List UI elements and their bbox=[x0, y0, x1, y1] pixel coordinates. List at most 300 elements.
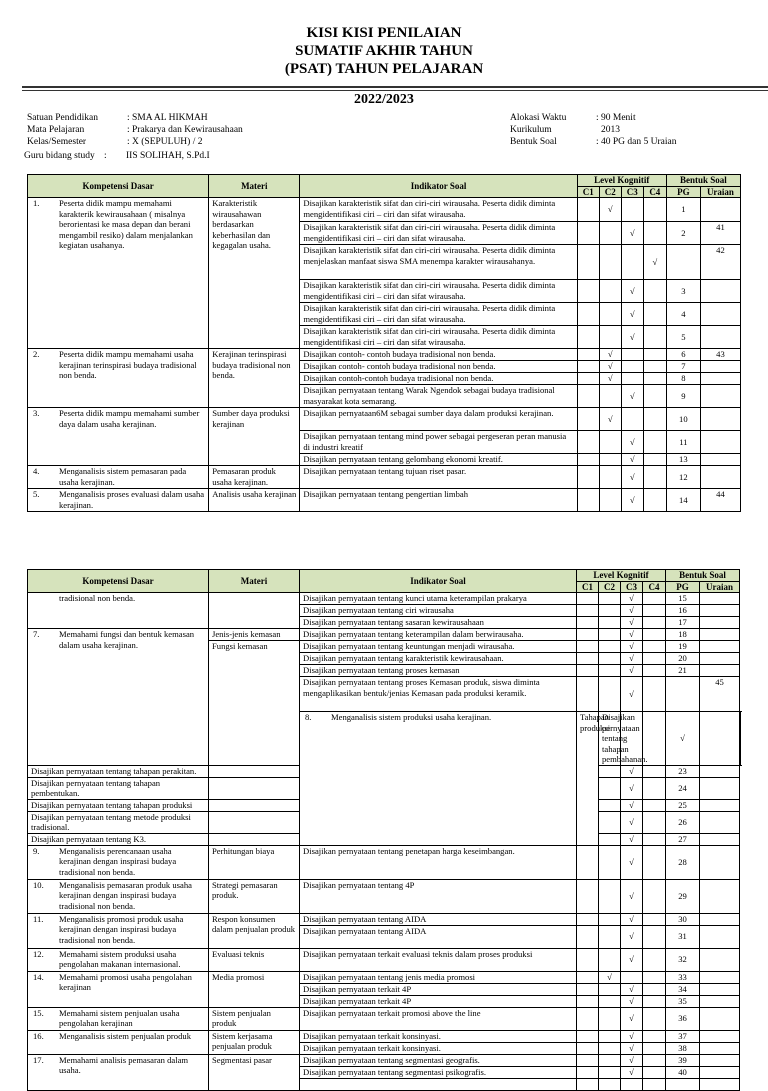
info-label: Kurikulum bbox=[510, 125, 552, 135]
indikator-soal-cell: Disajikan pernyataan tentang segmentasi geografis. bbox=[300, 1054, 577, 1066]
level-c2-cell bbox=[599, 385, 621, 408]
uraian-number-cell bbox=[700, 845, 740, 879]
level-c4-cell bbox=[643, 431, 666, 454]
level-c4-cell bbox=[643, 361, 666, 373]
info-value: : SMA AL HIKMAH bbox=[127, 113, 208, 123]
pg-number-cell: 33 bbox=[666, 971, 700, 983]
level-c4-cell bbox=[643, 879, 666, 913]
materi-cell: Evaluasi teknis bbox=[209, 948, 300, 971]
indikator-soal-cell: Disajikan pernyataan tentang keterampilan dalam berwirausaha. bbox=[300, 629, 577, 641]
materi-cell: Analisis usaha kerajinan bbox=[209, 489, 300, 512]
indikator-soal-cell: Disajikan karakteristik sifat dan ciri-ciri wirausaha. Peserta didik diminta mengidentifikasi ciri – ciri dan sifat wirausaha. bbox=[300, 326, 577, 349]
level-c2-cell bbox=[599, 593, 621, 605]
kd-text: Memahami sistem penjualan usaha pengolahan kerajinan bbox=[59, 1007, 180, 1028]
level-c3-cell: √ bbox=[621, 995, 643, 1007]
kd-text: tradisional non benda. bbox=[59, 593, 136, 603]
level-c4-cell bbox=[643, 454, 666, 466]
level-c4-cell bbox=[643, 641, 666, 653]
uraian-number-cell bbox=[700, 385, 740, 408]
level-c4-cell bbox=[643, 280, 666, 303]
uraian-number-cell bbox=[700, 280, 740, 303]
kd-number: 16. bbox=[33, 1030, 44, 1041]
indikator-soal-cell: Disajikan pernyataan tentang proses kemasan bbox=[300, 665, 577, 677]
level-c1-cell bbox=[577, 653, 599, 665]
table-row bbox=[28, 408, 741, 431]
level-c2-cell bbox=[599, 303, 621, 326]
info-label: Kelas/Semester bbox=[27, 137, 87, 147]
level-c1-cell bbox=[577, 454, 599, 466]
pg-number-cell: 31 bbox=[666, 925, 700, 948]
level-c3-cell: √ bbox=[621, 925, 643, 948]
level-c3-cell bbox=[621, 245, 643, 280]
kd-number: 4. bbox=[33, 466, 40, 476]
uraian-number-cell: 43 bbox=[700, 349, 740, 361]
uraian-number-cell bbox=[700, 811, 740, 833]
kompetensi-dasar-cell bbox=[28, 948, 209, 971]
uraian-number-cell bbox=[700, 799, 740, 811]
header-level-kognitif: Level Kognitif bbox=[577, 570, 666, 582]
kd-text: Memahami sistem produksi usaha pengolahan makanan internasional. bbox=[59, 948, 181, 969]
uraian-number-cell bbox=[700, 765, 740, 777]
info-label: Mata Pelajaran bbox=[27, 125, 85, 135]
level-c4-cell bbox=[643, 385, 666, 408]
level-c4-cell bbox=[643, 222, 666, 245]
indikator-soal-cell: Disajikan pernyataan terkait evaluasi teknis dalam proses produksi bbox=[300, 948, 577, 971]
double-rule-top bbox=[22, 86, 768, 88]
header-c2: C2 bbox=[599, 186, 621, 198]
pg-number-cell: 34 bbox=[666, 983, 700, 995]
level-c2-cell bbox=[599, 454, 621, 466]
level-c3-cell bbox=[621, 361, 643, 373]
level-c4-cell bbox=[643, 971, 666, 983]
pg-number-cell: 7 bbox=[666, 361, 700, 373]
kd-number: 1. bbox=[33, 198, 40, 208]
kd-number: 3. bbox=[33, 408, 40, 418]
pg-number-cell: 21 bbox=[666, 665, 700, 677]
uraian-number-cell bbox=[700, 833, 740, 845]
pg-number-cell: 18 bbox=[666, 629, 700, 641]
pg-number-cell: 11 bbox=[666, 431, 700, 454]
level-c4-cell bbox=[643, 1066, 666, 1078]
uraian-number-cell bbox=[700, 466, 740, 489]
uraian-number-cell bbox=[700, 629, 740, 641]
pg-number-cell: 20 bbox=[666, 653, 700, 665]
indikator-soal-cell: Disajikan pernyataan tentang tahapan perakitan. bbox=[28, 765, 209, 777]
kisi-table-1 bbox=[27, 174, 741, 512]
indikator-soal-cell: Disajikan pernyataan terkait promosi above the line bbox=[300, 1007, 577, 1030]
level-c4-cell bbox=[643, 948, 666, 971]
kd-number: 8. bbox=[305, 712, 312, 722]
header-indikator-soal: Indikator Soal bbox=[300, 175, 577, 198]
kompetensi-dasar-cell bbox=[28, 466, 209, 489]
header-c3: C3 bbox=[621, 186, 643, 198]
indikator-soal-cell: Disajikan pernyataan tentang 4P bbox=[300, 879, 577, 913]
level-c3-cell: √ bbox=[621, 1030, 643, 1042]
pg-number-cell bbox=[666, 1078, 700, 1090]
uraian-number-cell bbox=[700, 617, 740, 629]
header-bentuk-soal: Bentuk Soal bbox=[666, 570, 740, 582]
header-uraian: Uraian bbox=[700, 186, 740, 198]
info-row-kelas bbox=[27, 136, 243, 148]
level-c2-cell bbox=[599, 431, 621, 454]
kd-text: Menganalisis proses evaluasi dalam usaha kerajinan. bbox=[59, 489, 205, 510]
indikator-soal-cell: Disajikan pernyataan tentang metode produksi tradisional. bbox=[28, 811, 209, 833]
level-c2-cell: √ bbox=[599, 971, 621, 983]
info-separator: : bbox=[104, 151, 107, 161]
table-row bbox=[28, 489, 741, 512]
double-rule-bottom bbox=[22, 90, 768, 91]
level-c1-cell bbox=[209, 799, 300, 811]
level-c1-cell bbox=[577, 971, 599, 983]
table-row bbox=[28, 349, 741, 361]
level-c3-cell: √ bbox=[621, 845, 643, 879]
table-row bbox=[28, 948, 741, 971]
level-c4-cell bbox=[643, 617, 666, 629]
kompetensi-dasar-cell bbox=[28, 349, 209, 408]
level-c2-cell bbox=[599, 1078, 621, 1090]
level-c1-cell bbox=[577, 361, 599, 373]
level-c3-cell: √ bbox=[621, 466, 643, 489]
pg-number-cell: 29 bbox=[666, 879, 700, 913]
materi-cell bbox=[209, 593, 300, 629]
uraian-number-cell bbox=[700, 641, 740, 653]
level-c1-cell bbox=[577, 665, 599, 677]
indikator-soal-cell: Disajikan pernyataan tentang tahapan produksi bbox=[28, 799, 209, 811]
materi-cell: Sistem kerjasama penjualan produk bbox=[209, 1030, 300, 1054]
kd-text: Memahami analisis pemasaran dalam usaha. bbox=[59, 1054, 189, 1075]
indikator-soal-cell: Disajikan pernyataan tentang tujuan riset pasar. bbox=[300, 466, 577, 489]
level-c4-cell bbox=[643, 1007, 666, 1030]
level-c1-cell bbox=[577, 1078, 599, 1090]
level-c3-cell: √ bbox=[621, 913, 643, 925]
pg-number-cell: 28 bbox=[666, 845, 700, 879]
pg-number-cell: 12 bbox=[666, 466, 700, 489]
kd-number: 11. bbox=[33, 913, 44, 924]
info-row-satuan bbox=[27, 112, 243, 124]
materi-cell: Sumber daya produksi kerajinan bbox=[209, 408, 300, 466]
kd-number bbox=[31, 593, 53, 604]
pg-number-cell bbox=[666, 245, 700, 280]
uraian-number-cell: 44 bbox=[700, 489, 740, 512]
level-c3-cell: √ bbox=[666, 712, 700, 766]
indikator-soal-cell: Disajikan pernyataan terkait 4P bbox=[300, 995, 577, 1007]
pg-number-cell: 26 bbox=[666, 811, 700, 833]
indikator-soal-cell: Disajikan pernyataan tentang ciri wirausaha bbox=[300, 605, 577, 617]
kd-number: 15. bbox=[33, 1007, 44, 1018]
info-left bbox=[27, 112, 243, 148]
kd-number: 12. bbox=[33, 948, 44, 959]
level-c3-cell: √ bbox=[621, 653, 643, 665]
kd-text: Menganalisis sistem produksi usaha kerajinan. bbox=[331, 712, 492, 722]
info-value: : X (SEPULUH) / 2 bbox=[127, 137, 203, 147]
info-right bbox=[510, 112, 676, 148]
level-c4-cell bbox=[643, 605, 666, 617]
table-row bbox=[28, 879, 741, 913]
pg-number-cell: 9 bbox=[666, 385, 700, 408]
pg-number-cell: 4 bbox=[666, 303, 700, 326]
materi-cell: Fungsi kemasan bbox=[209, 641, 300, 766]
level-c2-cell bbox=[599, 617, 621, 629]
indikator-soal-cell: Disajikan pernyataan tentang Warak Ngendok sebagai budaya tradisional masyarakat kota semarang. bbox=[300, 385, 577, 408]
info-value: : Prakarya dan Kewirausahaan bbox=[127, 125, 243, 135]
pg-number-cell: 5 bbox=[666, 326, 700, 349]
pg-number-cell: 30 bbox=[666, 913, 700, 925]
header-materi: Materi bbox=[209, 570, 300, 593]
level-c3-cell: √ bbox=[621, 593, 643, 605]
materi-cell: Jenis-jenis kemasan bbox=[209, 629, 300, 641]
uraian-number-cell: 41 bbox=[700, 222, 740, 245]
pg-number-cell: 24 bbox=[666, 777, 700, 799]
kd-text: Memahami promosi usaha pengolahan kerajinan bbox=[59, 971, 192, 992]
level-c2-cell bbox=[599, 1066, 621, 1078]
level-c3-cell: √ bbox=[621, 222, 643, 245]
level-c4-cell bbox=[643, 677, 666, 712]
header-bentuk-soal: Bentuk Soal bbox=[666, 175, 740, 187]
indikator-soal-cell: Disajikan pernyataan tentang kunci utama keterampilan prakarya bbox=[300, 593, 577, 605]
table-row bbox=[28, 1030, 741, 1042]
level-c1-cell bbox=[209, 777, 300, 799]
indikator-soal-cell: Disajikan pernyataan terkait 4P bbox=[300, 983, 577, 995]
info-row-bentuk bbox=[510, 136, 676, 148]
level-c4-cell bbox=[643, 326, 666, 349]
level-c3-cell: √ bbox=[621, 489, 643, 512]
kompetensi-dasar-cell bbox=[28, 489, 209, 512]
info-value: IIS SOLIHAH, S.Pd.I bbox=[126, 151, 210, 161]
kompetensi-dasar-cell bbox=[28, 1030, 209, 1054]
materi-cell: Media promosi bbox=[209, 971, 300, 1007]
level-c3-cell: √ bbox=[621, 385, 643, 408]
title-line-1: KISI KISI PENILAIAN bbox=[306, 25, 462, 41]
level-c1-cell bbox=[577, 677, 599, 712]
table-row bbox=[28, 845, 741, 879]
level-c3-cell bbox=[621, 349, 643, 361]
level-c2-cell bbox=[599, 765, 621, 777]
level-c2-cell: √ bbox=[599, 361, 621, 373]
header-c1: C1 bbox=[577, 186, 599, 198]
level-c3-cell: √ bbox=[621, 617, 643, 629]
level-c1-cell bbox=[577, 489, 599, 512]
uraian-number-cell bbox=[700, 373, 740, 385]
pg-number-cell: 36 bbox=[666, 1007, 700, 1030]
level-c1-cell bbox=[209, 811, 300, 833]
indikator-soal-cell: Disajikan pernyataan terkait konsinyasi. bbox=[300, 1042, 577, 1054]
level-c4-cell bbox=[643, 995, 666, 1007]
level-c1-cell bbox=[577, 466, 599, 489]
header-c4: C4 bbox=[643, 186, 666, 198]
indikator-soal-cell: Disajikan pernyataan tentang sasaran kewirausahaan bbox=[300, 617, 577, 629]
level-c3-cell: √ bbox=[621, 1066, 643, 1078]
kisi-table-2 bbox=[27, 569, 741, 1091]
header-pg: PG bbox=[666, 186, 700, 198]
table-row bbox=[28, 198, 741, 222]
level-c2-cell bbox=[599, 653, 621, 665]
info-row-alokasi bbox=[510, 112, 676, 124]
kompetensi-dasar-cell bbox=[28, 1007, 209, 1030]
level-c4-cell bbox=[643, 983, 666, 995]
level-c3-cell: √ bbox=[621, 983, 643, 995]
level-c4-cell bbox=[643, 198, 666, 222]
uraian-number-cell bbox=[700, 913, 740, 925]
materi-cell: Perhitungan biaya bbox=[209, 845, 300, 879]
uraian-number-cell bbox=[700, 1066, 740, 1078]
indikator-soal-cell: Disajikan karakteristik sifat dan ciri-ciri wirausaha. Peserta didik diminta mengidentifikasi ciri – ciri dan sifat wirausaha. bbox=[300, 303, 577, 326]
info-label: Guru bidang study bbox=[24, 151, 95, 161]
level-c1-cell bbox=[577, 593, 599, 605]
kompetensi-dasar-cell bbox=[28, 593, 209, 629]
header-c1: C1 bbox=[577, 581, 599, 593]
level-c1-cell bbox=[577, 879, 599, 913]
header-level-kognitif: Level Kognitif bbox=[577, 175, 666, 187]
pg-number-cell: 8 bbox=[666, 373, 700, 385]
pg-number-cell: 17 bbox=[666, 617, 700, 629]
level-c2-cell bbox=[599, 280, 621, 303]
level-c2-cell bbox=[599, 799, 621, 811]
info-value: 2013 bbox=[601, 125, 620, 135]
indikator-soal-cell: Disajikan pernyataan6M sebagai sumber daya dalam produksi kerajinan. bbox=[300, 408, 577, 431]
level-c4-cell bbox=[643, 373, 666, 385]
uraian-number-cell bbox=[700, 454, 740, 466]
level-c2-cell bbox=[599, 489, 621, 512]
materi-cell: Strategi pemasaran produk. bbox=[209, 879, 300, 913]
level-c4-cell bbox=[643, 303, 666, 326]
uraian-number-cell bbox=[700, 653, 740, 665]
uraian-number-cell bbox=[700, 605, 740, 617]
kd-number: 5. bbox=[33, 489, 40, 499]
level-c2-cell bbox=[599, 677, 621, 712]
indikator-soal-cell bbox=[300, 1078, 577, 1090]
pg-number-cell: 38 bbox=[666, 1042, 700, 1054]
level-c2-cell bbox=[599, 641, 621, 653]
pg-number-cell: 19 bbox=[666, 641, 700, 653]
indikator-soal-cell: Disajikan karakteristik sifat dan ciri-ciri wirausaha. Peserta didik diminta mengidentifikasi ciri – ciri dan sifat wirausaha. bbox=[300, 280, 577, 303]
document-title bbox=[0, 24, 768, 78]
level-c4-cell bbox=[643, 1030, 666, 1042]
level-c3-cell: √ bbox=[621, 811, 643, 833]
level-c1-cell bbox=[577, 1066, 599, 1078]
level-c3-cell: √ bbox=[621, 303, 643, 326]
level-c3-cell: √ bbox=[621, 454, 643, 466]
level-c2-cell bbox=[599, 605, 621, 617]
kompetensi-dasar-cell bbox=[28, 971, 209, 1007]
table-row bbox=[28, 593, 741, 605]
uraian-number-cell bbox=[700, 593, 740, 605]
level-c1-cell bbox=[577, 431, 599, 454]
indikator-soal-cell: Disajikan pernyataan tentang AIDA bbox=[300, 913, 577, 925]
table-row bbox=[28, 629, 741, 641]
level-c2-cell bbox=[599, 245, 621, 280]
materi-cell: Kerajinan terinspirasi budaya tradisional non benda. bbox=[209, 349, 300, 408]
level-c1-cell bbox=[577, 222, 599, 245]
level-c2-cell bbox=[599, 925, 621, 948]
level-c3-cell: √ bbox=[621, 641, 643, 653]
info-row-mapel bbox=[27, 124, 243, 136]
materi-cell: Tahapan produksi bbox=[577, 712, 599, 846]
indikator-soal-cell: Disajikan karakteristik sifat dan ciri-ciri wirausaha. Peserta didik diminta menjelaskan manfaat siswa SMA menempa karakter wirausahanya. bbox=[300, 245, 577, 280]
level-c4-cell: √ bbox=[643, 245, 666, 280]
level-c2-cell bbox=[599, 983, 621, 995]
header-indikator-soal: Indikator Soal bbox=[300, 570, 577, 593]
header-uraian: Uraian bbox=[700, 581, 740, 593]
table-row bbox=[28, 913, 741, 925]
header-kompetensi-dasar: Kompetensi Dasar bbox=[28, 175, 209, 198]
uraian-number-cell: 45 bbox=[700, 677, 740, 712]
academic-year: 2022/2023 bbox=[354, 92, 414, 107]
uraian-number-cell bbox=[700, 303, 740, 326]
level-c4-cell bbox=[643, 593, 666, 605]
level-c2-cell bbox=[599, 845, 621, 879]
level-c3-cell bbox=[621, 408, 643, 431]
level-c3-cell: √ bbox=[621, 1042, 643, 1054]
level-c4-cell bbox=[643, 811, 666, 833]
level-c1-cell bbox=[577, 641, 599, 653]
kompetensi-dasar-cell bbox=[28, 1054, 209, 1090]
kd-text: Peserta didik mampu memahami usaha kerajinan terinspirasi budaya tradisional non benda. bbox=[59, 349, 197, 380]
header-c3: C3 bbox=[621, 581, 643, 593]
level-c2-cell bbox=[599, 629, 621, 641]
uraian-number-cell bbox=[700, 971, 740, 983]
level-c3-cell: √ bbox=[621, 879, 643, 913]
kd-text: Menganalisis promosi produk usaha kerajinan dengan inspirasi budaya tradisional non benda. bbox=[59, 913, 184, 945]
level-c4-cell bbox=[643, 1042, 666, 1054]
level-c4-cell bbox=[643, 489, 666, 512]
pg-number-cell: 16 bbox=[666, 605, 700, 617]
indikator-soal-cell: Disajikan pernyataan tentang tahapan pembahanan. bbox=[599, 712, 621, 766]
pg-number-cell: 1 bbox=[666, 198, 700, 222]
uraian-number-cell bbox=[700, 925, 740, 948]
pg-number-cell: 15 bbox=[666, 593, 700, 605]
kd-number: 17. bbox=[33, 1054, 44, 1065]
level-c4-cell bbox=[643, 1078, 666, 1090]
level-c4-cell bbox=[643, 765, 666, 777]
level-c3-cell: √ bbox=[621, 629, 643, 641]
kompetensi-dasar-cell bbox=[28, 198, 209, 349]
level-c3-cell: √ bbox=[621, 665, 643, 677]
indikator-soal-cell: Disajikan contoh- contoh budaya tradisional non benda. bbox=[300, 361, 577, 373]
level-c2-cell bbox=[599, 833, 621, 845]
uraian-number-cell bbox=[700, 983, 740, 995]
kd-text: Menganalisis pemasaran produk usaha kerajinan dengan inspirasi budaya tradisional non benda. bbox=[59, 879, 192, 911]
uraian-number-cell bbox=[700, 1007, 740, 1030]
kd-number: 7. bbox=[33, 629, 40, 639]
level-c4-cell bbox=[643, 1054, 666, 1066]
level-c1-cell bbox=[577, 913, 599, 925]
level-c2-cell bbox=[599, 1042, 621, 1054]
indikator-soal-cell: Disajikan pernyataan tentang keuntungan menjadi wirausaha. bbox=[300, 641, 577, 653]
level-c3-cell: √ bbox=[621, 1007, 643, 1030]
kd-number: 2. bbox=[33, 349, 40, 359]
uraian-number-cell bbox=[700, 1054, 740, 1066]
level-c3-cell: √ bbox=[621, 280, 643, 303]
info-guru bbox=[24, 150, 210, 162]
pg-number-cell: 35 bbox=[666, 995, 700, 1007]
indikator-soal-cell: Disajikan contoh-contoh budaya tradisional non benda. bbox=[300, 373, 577, 385]
level-c2-cell bbox=[599, 995, 621, 1007]
level-c3-cell bbox=[621, 373, 643, 385]
level-c2-cell bbox=[599, 879, 621, 913]
level-c2-cell: √ bbox=[599, 349, 621, 361]
level-c2-cell bbox=[599, 326, 621, 349]
kd-text: Menganalisis perencanaan usaha kerajinan dengan inspirasi budaya tradisional non benda. bbox=[59, 845, 177, 877]
pg-number-cell: 3 bbox=[666, 280, 700, 303]
kompetensi-dasar-cell bbox=[28, 629, 209, 766]
materi-cell: Sistem penjualan produk bbox=[209, 1007, 300, 1030]
kd-text: Peserta didik mampu memahami karakterik kewirausahaan ( misalnya berorientasi ke masa depan dan berani mengambil resiko) dalam menjalankan kegiatan usahanya. bbox=[59, 198, 193, 250]
level-c3-cell: √ bbox=[621, 431, 643, 454]
level-c2-cell bbox=[599, 913, 621, 925]
materi-cell: Segmentasi pasar bbox=[209, 1054, 300, 1090]
info-row-kurikulum bbox=[510, 124, 676, 136]
level-c1-cell bbox=[209, 833, 300, 845]
